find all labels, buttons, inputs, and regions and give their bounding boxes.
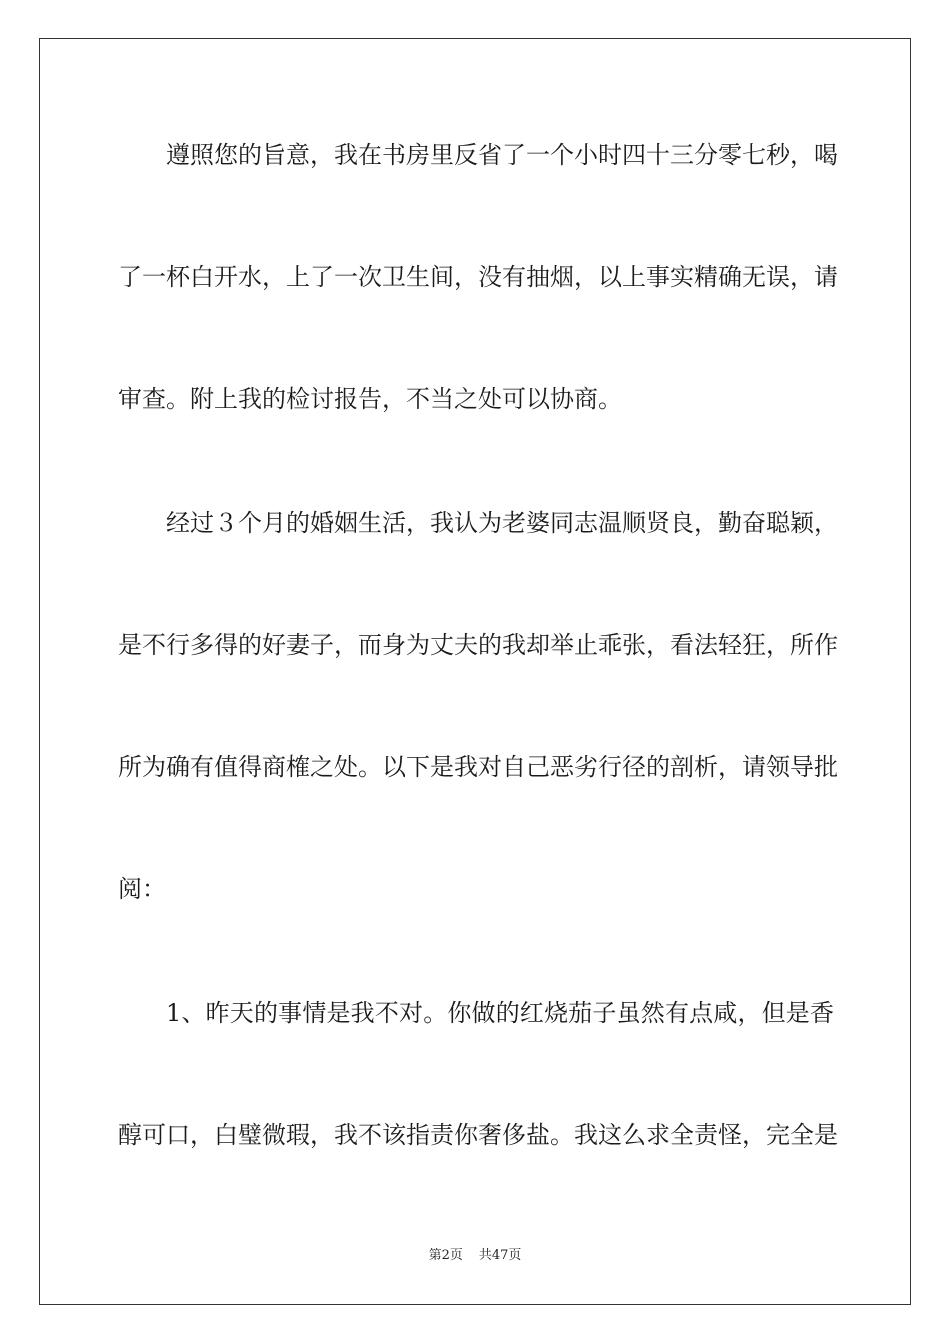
page-number: 第2页 [428, 1248, 463, 1263]
paragraph-1 [118, 124, 838, 430]
page-total: 共47页 [478, 1248, 522, 1263]
paragraph-3 [118, 982, 838, 1166]
text-line: 阅： [118, 875, 166, 903]
text-line: 醇可口，白璧微瑕，我不该指责你奢侈盐。我这么求全责怪，完全是 [118, 1121, 838, 1149]
page-footer [0, 1244, 950, 1263]
text-line: 1、昨天的事情是我不对。你做的红烧茄子虽然有点咸，但是香 [166, 999, 834, 1027]
text-line: 审查。附上我的检讨报告，不当之处可以协商。 [118, 385, 622, 413]
text-line: 经过３个月的婚姻生活，我认为老婆同志温顺贤良，勤奋聪颖， [166, 509, 838, 537]
document-body [118, 124, 838, 1166]
text-line: 是不行多得的好妻子，而身为丈夫的我却举止乖张，看法轻狂，所作 [118, 631, 838, 659]
text-line: 遵照您的旨意，我在书房里反省了一个小时四十三分零七秒，喝 [166, 141, 838, 169]
text-line: 所为确有值得商榷之处。以下是我对自己恶劣行径的剖析，请领导批 [118, 753, 838, 781]
text-line: 了一杯白开水，上了一次卫生间，没有抽烟，以上事实精确无误，请 [118, 263, 838, 291]
paragraph-2 [118, 492, 838, 920]
